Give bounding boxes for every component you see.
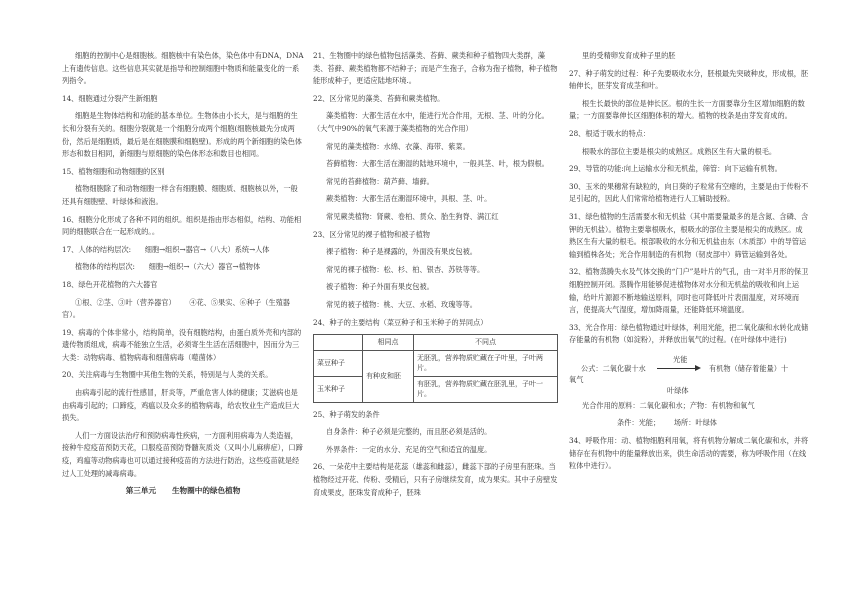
- section-heading-paragraph: 14、细胞通过分裂产生新细胞: [62, 93, 158, 103]
- text-paragraph: 蕨类植物：大都生活在潮湿环境中，具根、茎、叶。: [326, 194, 492, 204]
- section-heading-paragraph: 28、根适于吸水的特点：: [569, 128, 651, 138]
- text-paragraph: 常见的藻类植物：水绵、衣藻、海带、紫菜。: [326, 141, 470, 151]
- text-paragraph: 条件：光能； 场所：叶绿体: [617, 418, 717, 428]
- text-paragraph: 藻类植物：大都生活在水中，能进行光合作用，无根、茎、叶的分化。（大气中90%的氧气来源于藻类植物的光合作用）: [313, 111, 549, 133]
- section-heading-paragraph: 24、种子的主要结构（菜豆种子和玉米种子的异同点）: [313, 317, 488, 327]
- formula-condition: 光能: [673, 354, 688, 364]
- text-paragraph: 光合作用的原料：二氧化碳和水；产物：有机物和氧气: [582, 400, 755, 410]
- section-heading-paragraph: 19、病毒的个体非常小，结构简单，没有细胞结构，由蛋白质外壳和内部的遗传物质组成，病毒不能独立生活，必须寄生生活在活细胞中，因而分为三大类：动物病毒、植物病毒和细菌病毒（噬菌体）: [62, 327, 302, 362]
- table-cell-diff: 无胚乳，营养物质贮藏在子叶里，子叶两片。: [414, 350, 558, 376]
- table-header-diff: 不同点: [414, 335, 558, 351]
- formula-arrowhead: [695, 365, 701, 371]
- table-cell-seed-name: 玉米种子: [314, 376, 363, 402]
- right-bottom-text: [569, 400, 809, 473]
- text-paragraph: 常见蕨类植物：肾蕨、卷柏、贯众、胎生狗脊、满江红: [326, 211, 499, 221]
- section-heading-paragraph: 25、种子萌发的条件: [313, 409, 380, 419]
- section-heading-paragraph: 17、人体的结构层次: 细胞→组织→器官→（八大）系统→人体: [62, 244, 270, 254]
- text-paragraph: 外界条件：一定的水分、充足的空气和适宜的温度。: [326, 444, 492, 454]
- section-heading-paragraph: 33、光合作用：绿色植物通过叶绿体，利用光能，把二氧化碳和水转化成储存能量的有机物（如淀粉），并释放出氧气的过程。(在叶绿体中进行): [569, 322, 809, 345]
- table-cell-seed-name: 菜豆种子: [314, 350, 363, 376]
- section-heading-paragraph: 21、生物圈中的绿色植物包括藻类、苔藓、蕨类和种子植物四大类群，藻类、苔藓、蕨类植物都不结种子；而是产生孢子，合称为孢子植物，种子植物能形成种子，更适应陆地环境.。: [313, 51, 558, 86]
- text-paragraph: 里的受精卵发育成种子里的胚: [582, 51, 676, 60]
- section-heading-paragraph: 27、种子萌发的过程：种子先要吸收水分，胚根最先突破种皮，形成根，胚轴伸长，胚芽发育成茎和叶。: [569, 68, 809, 91]
- section-heading-paragraph: 15、植物细胞和动物细胞的区别: [62, 166, 165, 176]
- column-middle: [313, 50, 558, 504]
- formula-products-cont: 氧气: [569, 374, 584, 384]
- table-cell-same: 有种皮和胚: [363, 350, 414, 402]
- section-heading-paragraph: 30、玉米的果穗常有缺粒的，向日葵的子粒常有空瘪的，主要是由于传粉不足引起的，因此人们常常给植物进行人工辅助授粉。: [569, 181, 809, 204]
- text-paragraph: 被子植物：种子外面有果皮包被。: [326, 282, 434, 292]
- section-heading-paragraph: 20、关注病毒与生物圈中其他生物的关系，特别是与人类的关系。: [62, 370, 273, 380]
- formula-products: 有机物（储存着能量）十: [709, 363, 789, 373]
- unit-title: 第三单元 生物圈中的绿色植物: [125, 486, 241, 496]
- text-paragraph: 根生长最快的部位是伸长区。根的生长一方面要靠分生区增加细胞的数量；一方面要靠伸长区细胞体积的增大。植物的枝条是由芽发育成的。: [569, 98, 805, 121]
- text-paragraph: 常见的苔藓植物：葫芦藓、墙藓。: [326, 176, 434, 186]
- text-paragraph: 人们一方面设法治疗和预防病毒性疾病，一方面利用病毒为人类造福，接种牛痘疫苗预防天花，口服疫苗预防脊髓灰质炎（又叫小儿麻痹症），口蹄疫，鸡瘟等动物病毒也可以通过接种疫苗的方法进行防治，这些疫苗就是经过人工处理的减毒病毒。: [62, 430, 303, 478]
- section-heading-paragraph: 29、导管的功能:向上运输水分和无机盐，筛管：向下运输有机物。: [569, 164, 782, 174]
- section-heading-paragraph: 18、绿色开花植物的六大器官: [62, 279, 158, 289]
- section-heading-paragraph: 16、细胞分化形成了各种不同的组织。组织是指由形态相似，结构、功能相同的细胞联合在一起形成的。。: [62, 214, 302, 237]
- photosynthesis-formula: [569, 352, 809, 396]
- text-paragraph: 由病毒引起的流行性感冒，肝炎等，严重危害人体的健康；艾滋病也是由病毒引起的；口蹄疫，鸡瘟以及众多的植物病毒，给农牧业生产造成巨大损失。: [62, 388, 300, 423]
- column-left: [62, 50, 304, 503]
- text-paragraph: 常见的裸子植物：松、杉、柏、银杏、苏铁等等。: [326, 264, 485, 274]
- table-row: [314, 376, 558, 402]
- section-heading-paragraph: 22、区分常见的藻类、苔藓和蕨类植物。: [313, 93, 445, 103]
- text-paragraph: 植物体的结构层次: 细胞→组织→（六大）器官→植物体: [75, 262, 261, 272]
- middle-bottom-text: [313, 409, 558, 500]
- table-header-blank: [314, 335, 363, 351]
- text-paragraph: 细胞的控制中心是细胞核。细胞核中有染色体，染色体中有DNA，DNA上有遗传信息。这些信息其实就是指导和控制细胞中物质和能量变化的一系列指令。: [62, 51, 304, 86]
- formula-arrow: [657, 368, 697, 369]
- table-header-same: 相同点: [363, 335, 414, 351]
- section-heading-paragraph: 26、一朵花中主要结构是花蕊（雄蕊和雌蕊），雌蕊下部的子房里有胚珠。当植物经过开花、传粉、受精后，只有子房继续发育，成为果实。其中子房壁发育成果皮，胚珠发育成种子，胚珠: [313, 462, 558, 497]
- table-header-row: [314, 335, 558, 351]
- text-paragraph: 植物细胞除了和动物细胞一样含有细胞膜、细胞质、细胞核以外，一般还具有细胞壁、叶绿体和液泡。: [62, 184, 298, 206]
- formula-reactants: 公式：二氧化碳十水: [581, 363, 646, 373]
- right-top-text: [569, 50, 809, 347]
- text-paragraph: 根吸水的部位主要是根尖的成熟区。成熟区生有大量的根毛。: [582, 146, 777, 156]
- column-right: [569, 50, 809, 478]
- section-heading-paragraph: 23、区分常见的裸子植物和被子植物: [313, 229, 430, 239]
- middle-top-text: [313, 50, 558, 329]
- formula-place: 叶绿体: [667, 385, 689, 395]
- text-paragraph: 苔藓植物：大都生活在潮湿的陆地环境中，一般具茎、叶，根为假根。: [326, 159, 549, 169]
- text-paragraph: 裸子植物：种子是裸露的，外面没有果皮包被。: [326, 247, 477, 257]
- section-heading-paragraph: 32、植物蒸腾失水及气体交换的“门户”是叶片的气孔，由一对半月形的保卫细胞控制开闭。蒸腾作用能够促进植物体对水分和无机盐的吸收和向上运输，给叶片源源不断地输送原料，同时也可降低叶片表面温度，对环境而言，使提高大气湿度，增加降雨量，还能降低环境温度。: [569, 267, 809, 315]
- text-paragraph: 常见的被子植物：桃、大豆、水稻、玫瑰等等。: [326, 299, 477, 309]
- text-paragraph: 自身条件：种子必须是完整的，而且胚必须是活的。: [326, 427, 492, 437]
- section-heading-paragraph: 34、呼吸作用：动、植物细胞利用氧，将有机物分解成二氧化碳和水，并将储存在有机物中的能量释放出来，供生命活动的需要，称为呼吸作用（在线粒体中进行）。: [569, 436, 809, 471]
- section-heading-paragraph: 31、绿色植物的生活需要水和无机盐（其中需要量最多的是含氮、含磷、含钾的无机盐）。植物主要靠根吸水，根吸水的部位主要是根尖的成熟区。成熟区生有大量的根毛。根部吸收的水分和无机盐由东（木质部）中的导管运输到植株各处；光合作用制造的有机物（韧皮部中）筛管运输到各处。: [569, 211, 809, 259]
- seed-structure-table: [313, 334, 558, 403]
- text-paragraph: 细胞是生物体结构和功能的基本单位。生物体由小长大，是与细胞的生长和分裂有关的。细胞分裂就是一个细胞分成两个细胞(细胞核最先分成两份，然后是细胞质，最后是在细胞膜和细胞壁)。形成的两个新细胞的染色体形态和数目相同，新细胞与原细胞的染色体形态和数目也相同。: [62, 111, 302, 159]
- table-cell-diff: 有胚乳，营养物质贮藏在胚乳里，子叶一片。: [414, 376, 558, 402]
- table-row: [314, 350, 558, 376]
- text-paragraph: ①根、②茎、③叶（营养器官） ④花、⑤果实、⑥种子（生殖器官）。: [62, 297, 290, 320]
